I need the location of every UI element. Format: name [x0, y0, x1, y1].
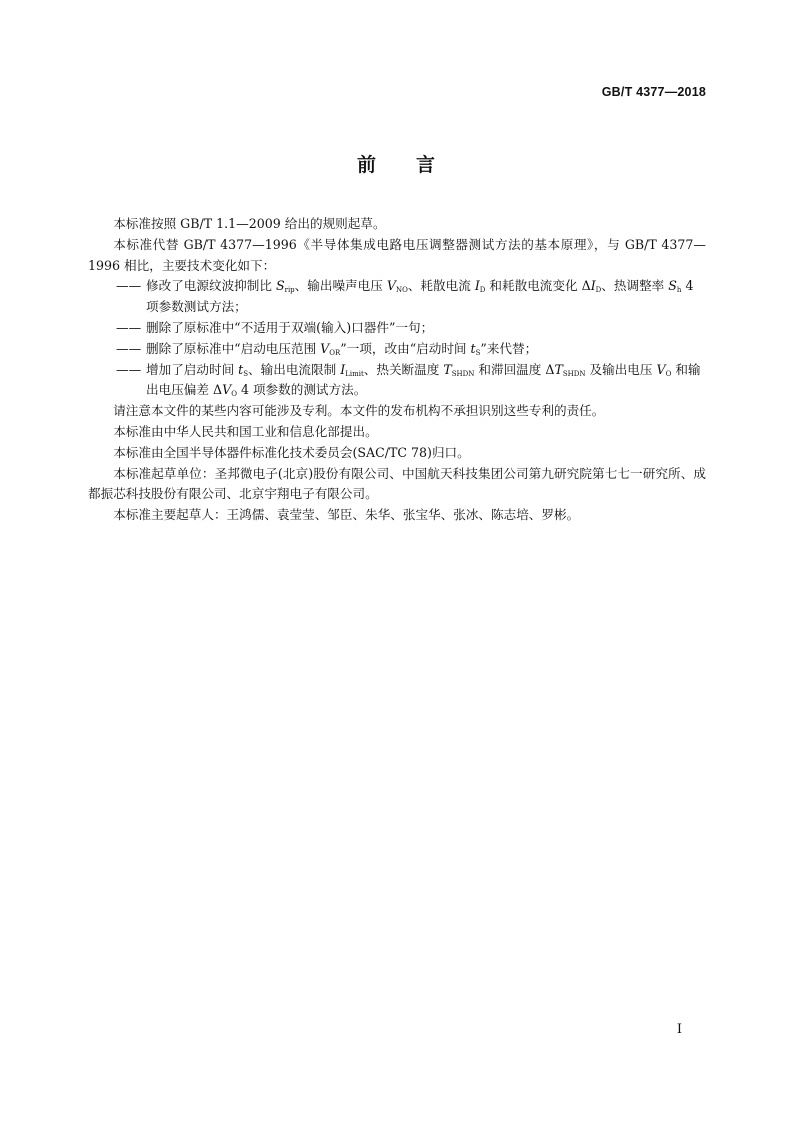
- change-item-2: —— 删除了原标准中“不适用于双端(输入)口器件”一句；: [88, 318, 706, 339]
- dash-marker: ——: [116, 319, 142, 335]
- standard-code-header: GB/T 4377—2018: [601, 85, 706, 99]
- dash-marker: ——: [116, 340, 142, 356]
- change-item-3: —— 删除了原标准中“启动电压范围 $V_{OR}$”一项，改由“启动时间 $t_S$”来代替；: [88, 339, 706, 360]
- title-char-1: 前: [356, 154, 378, 176]
- paragraph-replacement: 本标准代替 GB/T 4377—1996《半导体集成电路电压调整器测试方法的基本原理》，与 GB/T 4377—1996 相比，主要技术变化如下：: [88, 236, 706, 273]
- paragraph-patent-notice: 请注意本文件的某些内容可能涉及专利。本文件的发布机构不承担识别这些专利的责任。: [113, 403, 605, 419]
- paragraph-drafting-rules: 本标准按照 GB/T 1.1—2009 给出的规则起草。: [113, 216, 386, 231]
- dash-marker: ——: [116, 278, 142, 294]
- title-char-2: 言: [416, 154, 438, 176]
- foreword-body: [88, 214, 706, 526]
- paragraph-drafting-units: 本标准起草单位：圣邦微电子(北京)股份有限公司、中国航天科技集团公司第九研究院第七七一研究所、成都振芯科技股份有限公司、北京宇翔电子有限公司。: [88, 465, 706, 502]
- change-item-4: —— 增加了启动时间 $t_S$、输出电流限制 $I_{Limit}$、热关断温度 $T_{SHDN}$ 和滞回温度 $\Delta T_{SHDN}$ 及输出电压 $V_O$ 和输出电压偏差 $\Delta V_O$ 4 项参数的测试方法。: [116, 361, 701, 399]
- dash-marker: ——: [116, 361, 142, 377]
- paragraph-proposer: 本标准由中华人民共和国工业和信息化部提出。: [113, 423, 378, 439]
- page-number: I: [676, 1022, 682, 1037]
- page-title: [0, 150, 794, 177]
- change-item-1: —— 修改了电源纹波抑制比 $S_{rip}$、输出噪声电压 $V_{NO}$、耗散电流 $I_D$ 和耗散电流变化 $\Delta I_D$、热调整率 $S_h$ 4 项参数测试方法；: [116, 278, 694, 315]
- paragraph-technical-committee: 本标准由全国半导体器件标准化技术委员会(SAC/TC 78)归口。: [113, 444, 470, 460]
- paragraph-drafters: 本标准主要起草人：王鸿儒、袁莹莹、邹臣、朱华、张宝华、张冰、陈志培、罗彬。: [113, 507, 580, 523]
